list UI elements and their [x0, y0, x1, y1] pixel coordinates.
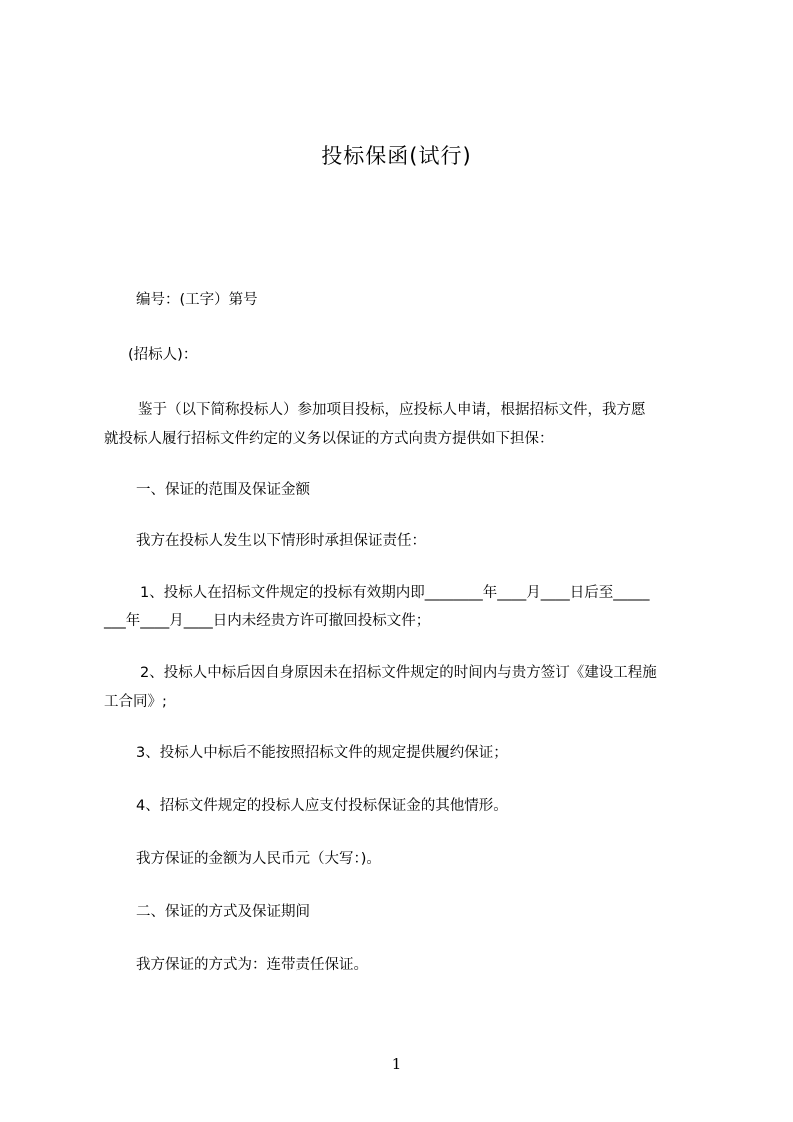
section-2-line: 我方保证的方式为：连带责任保证。 — [136, 957, 368, 973]
guarantee-number: 编号：(工字）第号 — [136, 292, 258, 308]
clause-2-line-1: 2、投标人中标后因自身原因未在招标文件规定的时间内与贵方签订《建设工程施 — [140, 665, 657, 681]
document-title: 投标保函(试行) — [321, 144, 472, 168]
guarantee-amount: 我方保证的金额为人民币元（大写：)。 — [136, 851, 381, 867]
section-1-heading: 一、保证的范围及保证金额 — [136, 482, 310, 498]
intro-line-1: 鉴于（以下简称投标人）参加项目投标，应投标人申请，根据招标文件，我方愿 — [138, 402, 646, 418]
intro-line-2: 就投标人履行招标文件约定的义务以保证的方式向贵方提供如下担保： — [104, 431, 554, 447]
clause-3: 3、投标人中标后不能按照招标文件的规定提供履约保证； — [136, 745, 508, 761]
addressee: (招标人)： — [128, 347, 198, 363]
clause-1-line-2: ___年____月____日内未经贵方许可撤回投标文件； — [104, 613, 431, 629]
section-2-heading: 二、保证的方式及保证期间 — [136, 904, 310, 920]
clause-4: 4、招标文件规定的投标人应支付投标保证金的其他情形。 — [136, 798, 508, 814]
section-1-lead: 我方在投标人发生以下情形时承担保证责任： — [136, 533, 426, 549]
page-number: 1 — [391, 1055, 402, 1073]
clause-1-line-1: 1、投标人在招标文件规定的投标有效期内即________年____月____日后至_____ — [140, 585, 650, 601]
clause-2-line-2: 工合同》; — [104, 694, 167, 710]
